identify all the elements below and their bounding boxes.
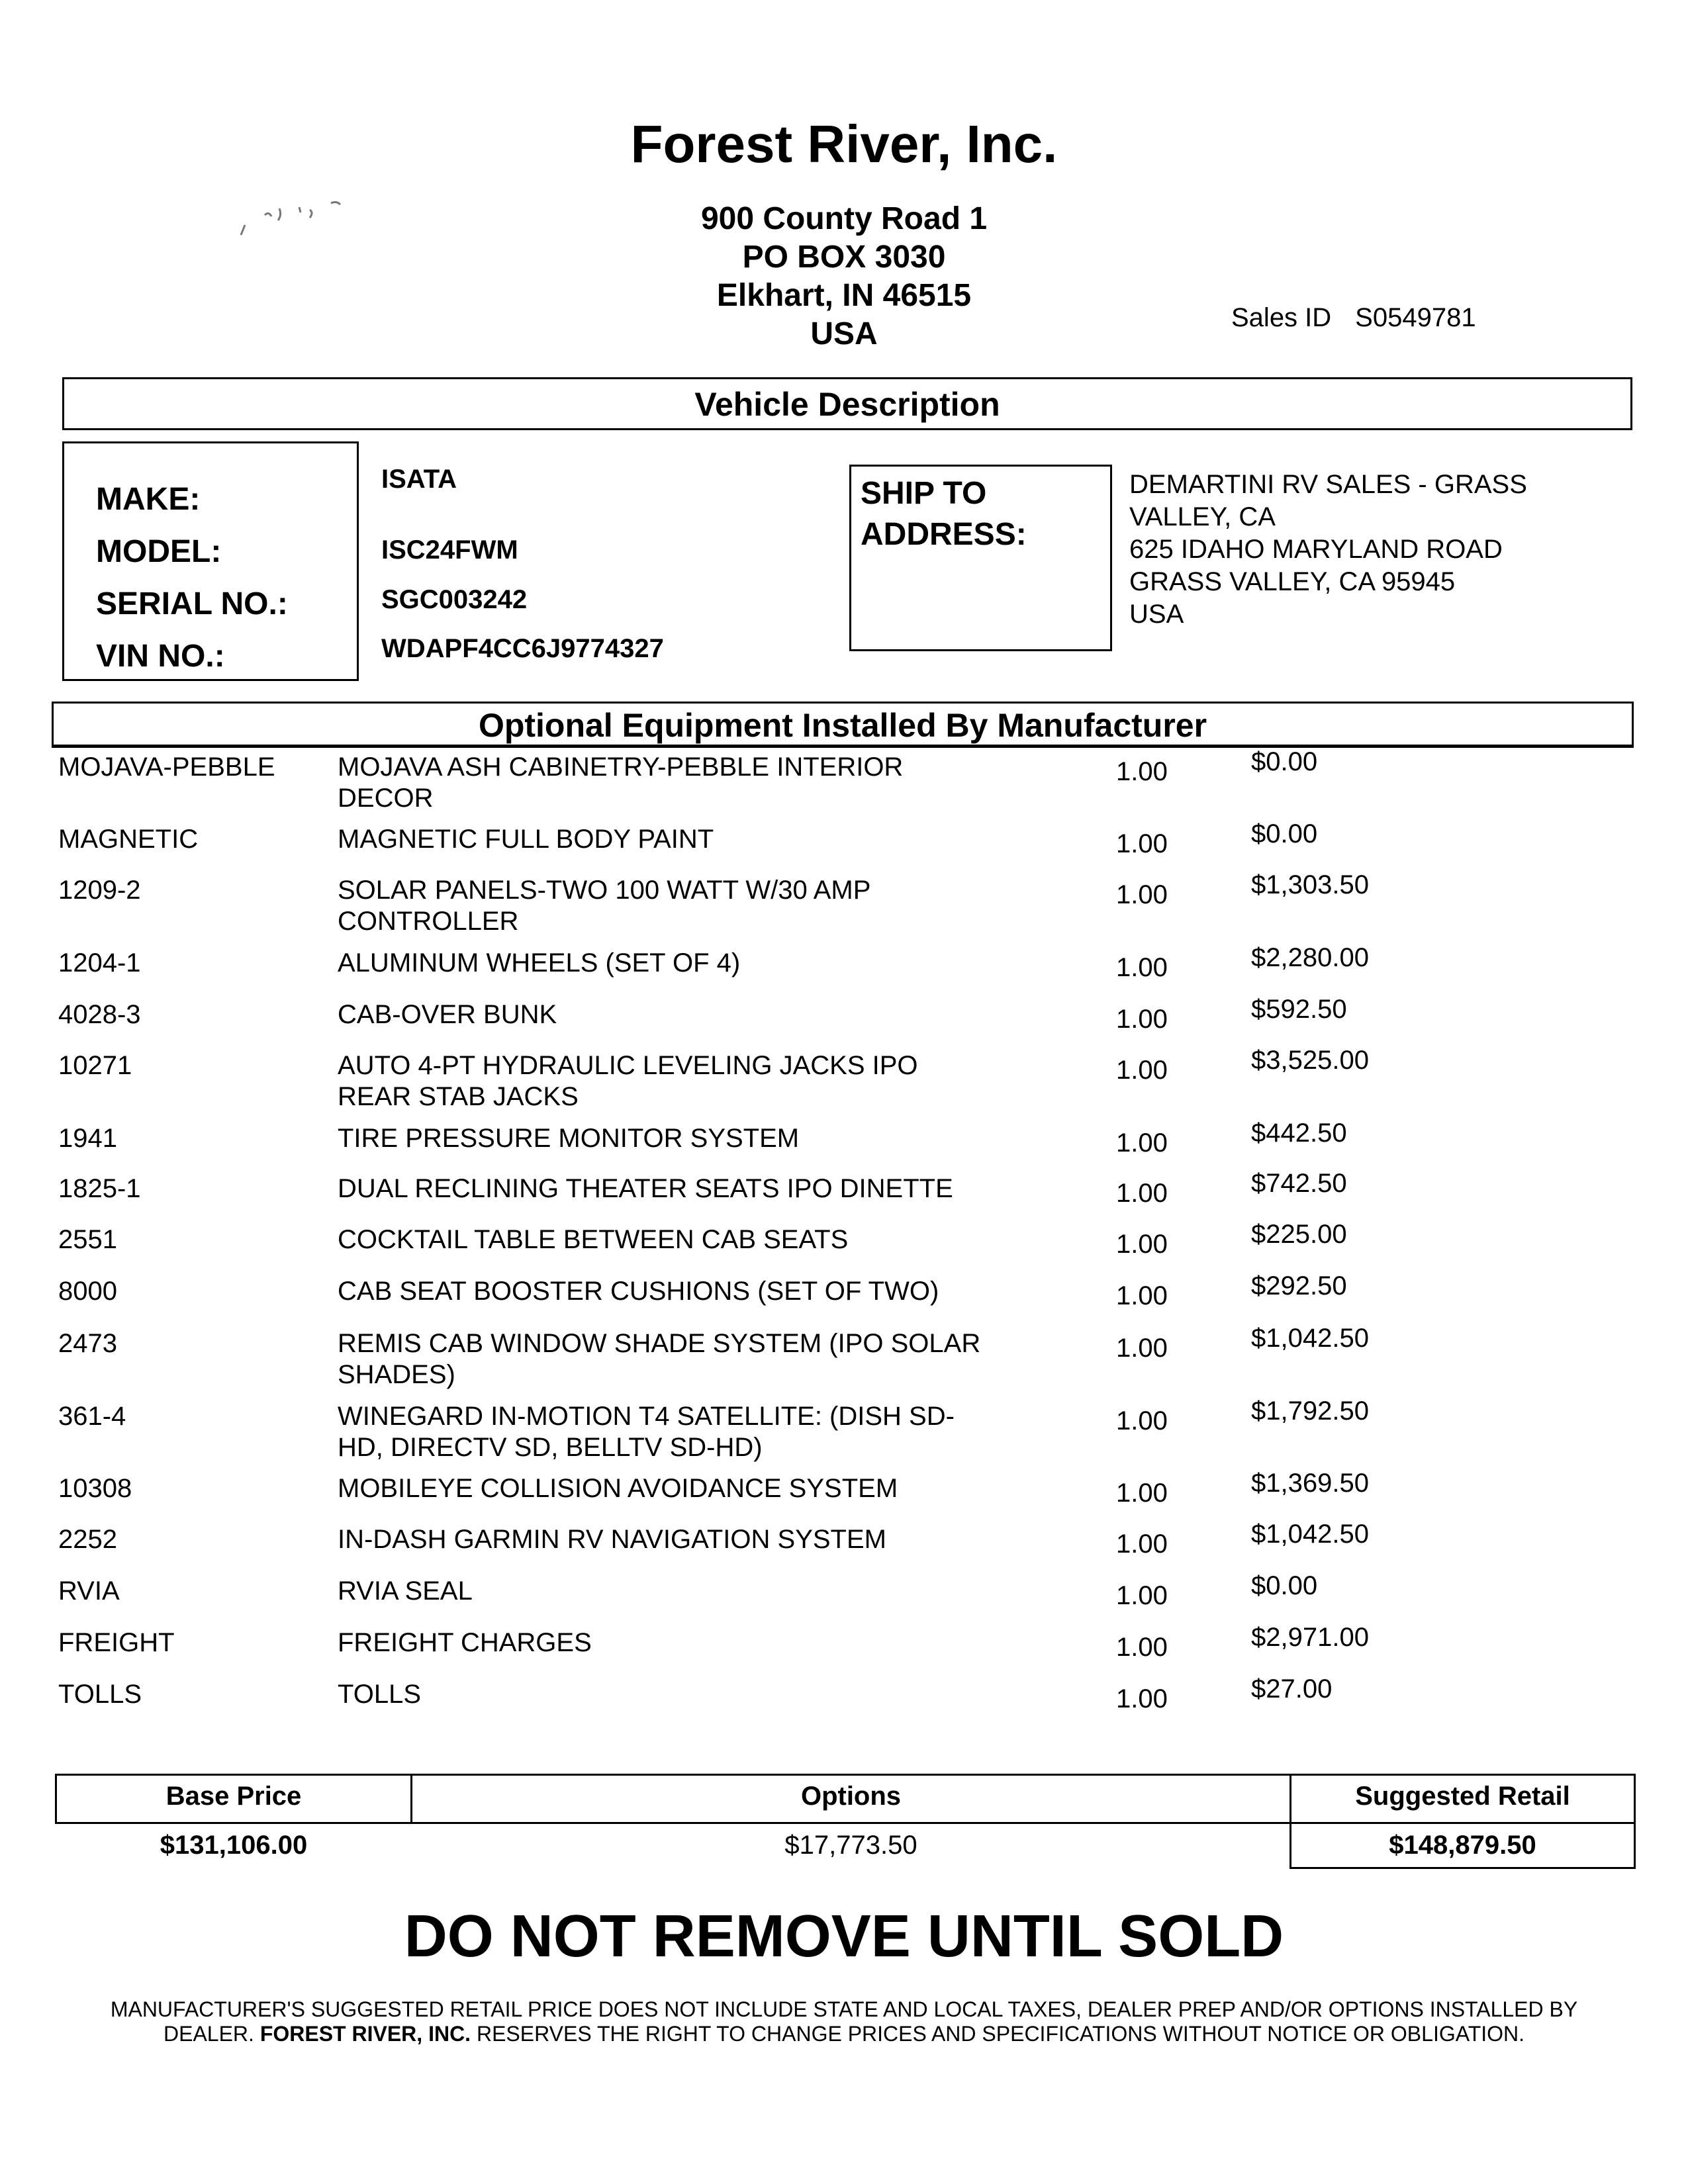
price-summary xyxy=(55,1774,1636,1869)
option-quantity: 1.00 xyxy=(1116,1281,1168,1310)
pen-mark xyxy=(238,189,371,268)
option-quantity: 1.00 xyxy=(1116,1406,1168,1435)
option-description: ALUMINUM WHEELS (SET OF 4) xyxy=(338,948,741,978)
suggested-retail-value: $148,879.50 xyxy=(1289,1824,1636,1869)
option-description: TOLLS xyxy=(338,1680,421,1709)
option-price: $1,369.50 xyxy=(1251,1469,1369,1498)
option-code: 8000 xyxy=(58,1277,117,1306)
option-code: 10308 xyxy=(58,1474,132,1503)
option-description: MAGNETIC FULL BODY PAINT xyxy=(338,825,714,854)
serial-value: SGC003242 xyxy=(381,585,528,614)
sales-id xyxy=(1231,303,1476,333)
option-description: TIRE PRESSURE MONITOR SYSTEM xyxy=(338,1124,800,1153)
option-code: 10271 xyxy=(58,1051,132,1080)
option-code: 1209-2 xyxy=(58,876,141,905)
option-description: MOJAVA ASH CABINETRY-PEBBLE INTERIOR DECOR xyxy=(338,752,904,813)
company-name: Forest River, Inc. xyxy=(630,114,1058,173)
option-price: $1,303.50 xyxy=(1251,870,1369,899)
option-description: CAB SEAT BOOSTER CUSHIONS (SET OF TWO) xyxy=(338,1277,939,1306)
option-quantity: 1.00 xyxy=(1116,1581,1168,1610)
disclaimer-company: FOREST RIVER, INC. xyxy=(259,2022,471,2046)
option-description: IN-DASH GARMIN RV NAVIGATION SYSTEM xyxy=(338,1525,886,1554)
base-price-label: Base Price xyxy=(55,1774,412,1824)
option-description: REMIS CAB WINDOW SHADE SYSTEM (IPO SOLAR SHADES) xyxy=(338,1329,981,1389)
option-description: RVIA SEAL xyxy=(338,1576,473,1606)
option-code: 2473 xyxy=(58,1329,117,1358)
option-quantity: 1.00 xyxy=(1116,880,1168,909)
ship-to-line: 625 IDAHO MARYLAND ROAD xyxy=(1129,535,1503,564)
option-code: MOJAVA-PEBBLE xyxy=(58,752,275,782)
option-description: FREIGHT CHARGES xyxy=(338,1628,592,1657)
ship-to-line: USA xyxy=(1129,600,1184,629)
make-value: ISATA xyxy=(381,465,457,494)
option-quantity: 1.00 xyxy=(1116,1230,1168,1259)
do-not-remove-notice: DO NOT REMOVE UNTIL SOLD xyxy=(404,1903,1284,1970)
option-quantity: 1.00 xyxy=(1116,1128,1168,1158)
vehicle-labels-box xyxy=(62,441,359,681)
vin-value: WDAPF4CC6J9774327 xyxy=(381,634,664,663)
option-code: 1941 xyxy=(58,1124,117,1153)
ship-to-line: VALLEY, CA xyxy=(1129,502,1276,531)
option-description: MOBILEYE COLLISION AVOIDANCE SYSTEM xyxy=(338,1474,898,1503)
ship-to-line: DEMARTINI RV SALES - GRASS xyxy=(1129,470,1527,499)
option-quantity: 1.00 xyxy=(1116,757,1168,786)
sales-id-value: S0549781 xyxy=(1355,303,1476,332)
option-code: 4028-3 xyxy=(58,1000,141,1029)
option-code: 2551 xyxy=(58,1225,117,1254)
option-price: $0.00 xyxy=(1251,819,1318,848)
ship-to-address xyxy=(1129,469,1527,631)
option-quantity: 1.00 xyxy=(1116,829,1168,858)
option-description: WINEGARD IN-MOTION T4 SATELLITE: (DISH SD- HD, DIRECTV SD, BELLTV SD-HD) xyxy=(338,1402,955,1462)
option-price: $442.50 xyxy=(1251,1118,1347,1148)
option-description: AUTO 4-PT HYDRAULIC LEVELING JACKS IPO REAR STAB JACKS xyxy=(338,1051,918,1111)
model-value: ISC24FWM xyxy=(381,535,518,565)
serial-label: SERIAL NO.: xyxy=(96,586,288,621)
disclaimer-part2: RESERVES THE RIGHT TO CHANGE PRICES AND SPECIFICATIONS WITHOUT NOTICE OR OBLIGATION. xyxy=(476,2022,1525,2046)
option-quantity: 1.00 xyxy=(1116,1005,1168,1034)
options-label: Options xyxy=(410,1774,1291,1824)
option-quantity: 1.00 xyxy=(1116,1479,1168,1508)
option-price: $292.50 xyxy=(1251,1271,1347,1300)
option-price: $27.00 xyxy=(1251,1674,1333,1704)
address-line: PO BOX 3030 xyxy=(742,240,946,275)
ship-to-label: ADDRESS: xyxy=(861,517,1027,552)
option-quantity: 1.00 xyxy=(1116,1633,1168,1662)
option-price: $2,971.00 xyxy=(1251,1623,1369,1652)
option-price: $0.00 xyxy=(1251,747,1318,776)
vin-label: VIN NO.: xyxy=(96,639,225,674)
option-price: $3,525.00 xyxy=(1251,1046,1369,1075)
ship-to-label: SHIP TO xyxy=(861,476,987,511)
option-code: MAGNETIC xyxy=(58,825,199,854)
make-label: MAKE: xyxy=(96,482,201,517)
option-quantity: 1.00 xyxy=(1116,1334,1168,1363)
option-price: $592.50 xyxy=(1251,995,1347,1024)
option-price: $742.50 xyxy=(1251,1169,1347,1198)
option-description: DUAL RECLINING THEATER SEATS IPO DINETTE xyxy=(338,1174,953,1203)
option-quantity: 1.00 xyxy=(1116,1529,1168,1559)
option-price: $1,792.50 xyxy=(1251,1396,1369,1426)
option-description: CAB-OVER BUNK xyxy=(338,1000,557,1029)
option-code: 2252 xyxy=(58,1525,117,1554)
option-description: SOLAR PANELS-TWO 100 WATT W/30 AMP CONTROLLER xyxy=(338,876,871,936)
option-price: $2,280.00 xyxy=(1251,943,1369,972)
option-quantity: 1.00 xyxy=(1116,1684,1168,1713)
option-quantity: 1.00 xyxy=(1116,1179,1168,1208)
model-label: MODEL: xyxy=(96,534,222,569)
address-line: Elkhart, IN 46515 xyxy=(716,278,972,313)
vehicle-description-header: Vehicle Description xyxy=(62,377,1632,430)
option-price: $225.00 xyxy=(1251,1220,1347,1249)
disclaimer-part1: MANUFACTURER'S SUGGESTED RETAIL PRICE DOES NOT INCLUDE STATE AND LOCAL TAXES, DEALER PREP AND/OR OPTIONS INSTALLED BY DEALER. xyxy=(110,1997,1578,2046)
suggested-retail-label: Suggested Retail xyxy=(1289,1774,1636,1824)
option-quantity: 1.00 xyxy=(1116,953,1168,982)
ship-to-label-box xyxy=(849,465,1112,651)
ship-to-line: GRASS VALLEY, CA 95945 xyxy=(1129,567,1456,596)
option-code: FREIGHT xyxy=(58,1628,175,1657)
option-code: RVIA xyxy=(58,1576,120,1606)
option-price: $1,042.50 xyxy=(1251,1324,1369,1353)
option-code: 1204-1 xyxy=(58,948,141,978)
option-code: 1825-1 xyxy=(58,1174,141,1203)
option-description: COCKTAIL TABLE BETWEEN CAB SEATS xyxy=(338,1225,849,1254)
address-line: 900 County Road 1 xyxy=(700,201,988,236)
option-code: TOLLS xyxy=(58,1680,142,1709)
address-line: USA xyxy=(810,316,878,351)
options-value: $17,773.50 xyxy=(784,1831,917,1860)
option-quantity: 1.00 xyxy=(1116,1056,1168,1085)
option-code: 361-4 xyxy=(58,1402,126,1431)
option-price: $0.00 xyxy=(1251,1571,1318,1600)
option-price: $1,042.50 xyxy=(1251,1520,1369,1549)
base-price-value: $131,106.00 xyxy=(160,1831,308,1860)
disclaimer xyxy=(73,1997,1615,2046)
optional-equipment-header: Optional Equipment Installed By Manufacturer xyxy=(52,702,1634,748)
sales-id-label: Sales ID xyxy=(1231,303,1332,332)
